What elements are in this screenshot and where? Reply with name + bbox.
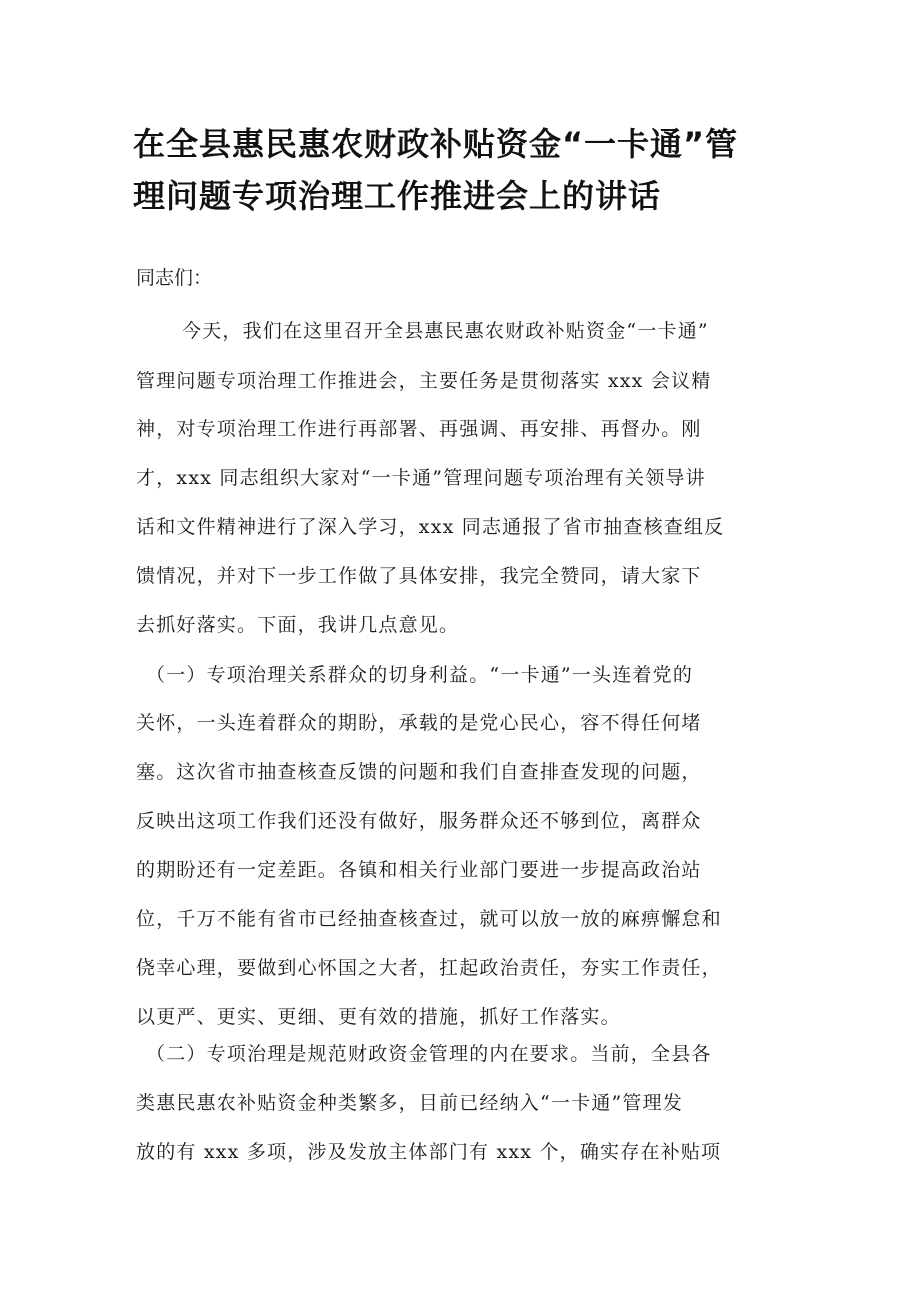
salutation: 同志们： <box>136 267 213 289</box>
text-line: 神，对专项治理工作进行再部署、再强调、再安排、再督办。刚 <box>136 418 702 440</box>
text-line: 放的有 xxx 多项，涉及发放主体部门有 xxx 个，确实存在补贴项 <box>136 1141 722 1163</box>
text-line: 关怀，一头连着群众的期盼，承载的是党心民心，容不得任何堵 <box>136 712 702 734</box>
text-line: 话和文件精神进行了深入学习，xxx 同志通报了省市抽查核查组反 <box>136 516 725 538</box>
text-line: 类惠民惠农补贴资金种类繁多，目前已经纳入“一卡通”管理发 <box>136 1092 684 1114</box>
text-line: 以更严、更实、更细、更有效的措施，抓好工作落实。 <box>136 1006 621 1028</box>
text-line: 管理问题专项治理工作推进会，主要任务是贯彻落实 xxx 会议精 <box>136 370 712 392</box>
text-line: （二）专项治理是规范财政资金管理的内在要求。当前，全县各 <box>146 1043 712 1065</box>
text-line: 馈情况，并对下一步工作做了具体安排，我完全赞同，请大家下 <box>136 565 702 587</box>
title-line: 在全县惠民惠农财政补贴资金“一卡通”管 <box>133 125 739 163</box>
text-line: 塞。这次省市抽查核查反馈的问题和我们自查排查发现的问题， <box>136 761 702 783</box>
text-line: 去抓好落实。下面，我讲几点意见。 <box>136 614 460 636</box>
text-line: 位，千万不能有省市已经抽查核查过，就可以放一放的麻痹懈怠和 <box>136 908 722 930</box>
title-line: 理问题专项治理工作推进会上的讲话 <box>133 177 662 215</box>
text-line: 今天，我们在这里召开全县惠民惠农财政补贴资金“一卡通” <box>182 320 709 342</box>
text-line: 反映出这项工作我们还没有做好，服务群众还不够到位，离群众 <box>136 810 702 832</box>
text-line: （一）专项治理关系群众的切身利益。“一卡通”一头连着党的 <box>146 664 694 686</box>
text-line: 的期盼还有一定差距。各镇和相关行业部门要进一步提高政治站 <box>136 859 702 881</box>
document-title <box>133 118 793 222</box>
text-line: 侥幸心理，要做到心怀国之大者，扛起政治责任，夯实工作责任， <box>136 957 722 979</box>
text-line: 才，xxx 同志组织大家对“一卡通”管理问题专项治理有关领导讲 <box>136 467 706 489</box>
